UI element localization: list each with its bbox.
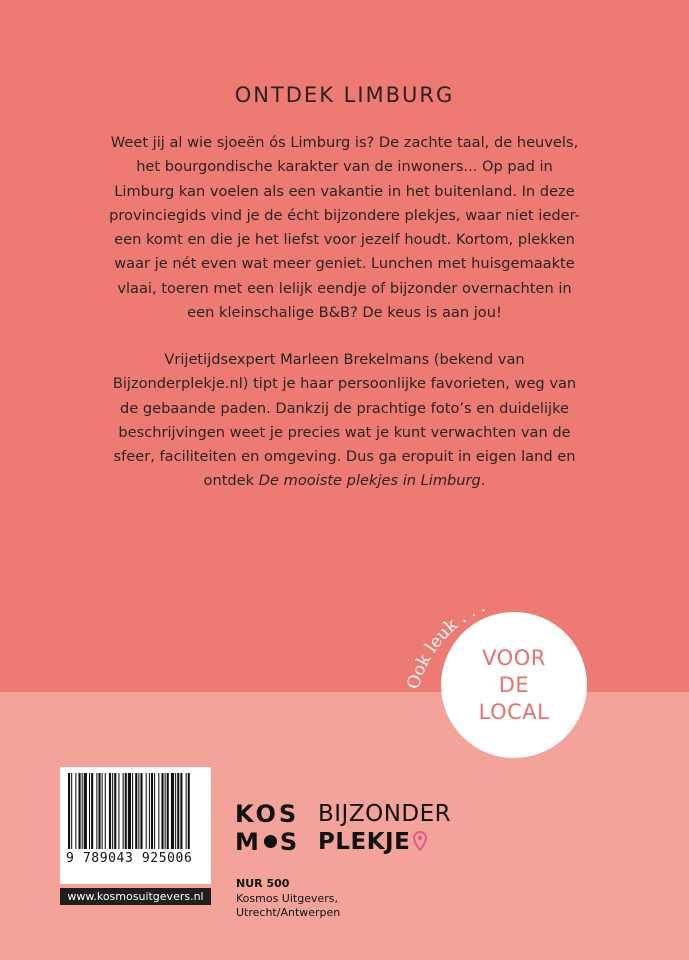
promo-circle-line: LOCAL bbox=[478, 699, 550, 724]
barcode-bar bbox=[84, 773, 87, 849]
barcode-bar bbox=[71, 773, 72, 849]
publisher-info bbox=[236, 877, 376, 921]
location-pin-icon bbox=[413, 831, 427, 851]
page-title: ONTDEK LIMBURG bbox=[234, 83, 455, 107]
barcode-bar bbox=[102, 773, 103, 849]
blurb-line: de gebaande paden. Dankzij de prachtige foto’s en duidelijke bbox=[119, 399, 570, 417]
barcode-bar bbox=[123, 773, 124, 849]
nur-code: NUR 500 bbox=[236, 877, 290, 890]
barcode-bar bbox=[114, 773, 116, 849]
barcode-bar bbox=[75, 773, 76, 849]
barcode-bar bbox=[188, 773, 190, 849]
bijzonder-logo-line2: PLEKJE bbox=[318, 829, 411, 855]
kosmos-logo-letter: M bbox=[235, 828, 262, 856]
promo-circle-line: VOOR bbox=[482, 645, 546, 670]
barcode-bar bbox=[79, 773, 81, 849]
blurb-line: sfeer, faciliteiten en omgeving. Dus ga eropuit in eigen land en bbox=[113, 448, 576, 466]
blurb-paragraph-1 bbox=[90, 131, 599, 325]
blurb-line: een kleinschalige B&B? De keus is aan jou! bbox=[187, 304, 502, 322]
barcode-bar bbox=[98, 773, 100, 849]
kosmos-logo bbox=[235, 800, 315, 860]
barcode-bar bbox=[167, 773, 169, 849]
barcode-bar bbox=[146, 773, 147, 849]
barcode-bar bbox=[112, 773, 113, 849]
barcode-bar bbox=[149, 773, 150, 849]
barcode-bar bbox=[68, 773, 70, 849]
barcode-bar bbox=[118, 773, 119, 849]
barcode-bar bbox=[154, 773, 155, 849]
blurb-line: het bourgondische karakter van de inwoners... Op pad in bbox=[136, 158, 553, 176]
barcode-bar bbox=[158, 773, 159, 849]
publisher-url: www.kosmosuitgevers.nl bbox=[60, 888, 211, 905]
blurb-paragraph-2 bbox=[90, 348, 599, 494]
promo-circle bbox=[441, 612, 587, 758]
kosmos-dot-icon bbox=[264, 835, 277, 848]
bijzonder-logo-line1: BIJZONDER bbox=[318, 801, 452, 827]
book-title-italic: De mooiste plekjes in Limburg bbox=[258, 472, 481, 490]
barcode-bar bbox=[82, 773, 83, 849]
blurb-line: provinciegids vind je de écht bijzondere plekjes, waar niet ieder- bbox=[109, 206, 580, 224]
barcode-bar bbox=[125, 773, 127, 849]
blurb-line: Bijzonderplekje.nl) tipt je haar persoonlijke favorieten, weg van bbox=[112, 375, 577, 393]
barcode-bar bbox=[161, 773, 163, 849]
barcode-bar bbox=[171, 773, 174, 849]
barcode-bar bbox=[186, 773, 187, 849]
blurb-line: waar je nét even wat meer geniet. Lunchen met huisgemaakte bbox=[114, 255, 575, 273]
barcode-bar bbox=[138, 773, 139, 849]
barcode-bar bbox=[128, 773, 131, 849]
blurb-line: Weet jij al wie sjoeën ós Limburg is? De zachte taal, de heuvels, bbox=[110, 134, 579, 151]
barcode-bar bbox=[165, 773, 166, 849]
blurb-line: vlaai, toeren met een lelijk eendje of bijzonder overnachten in bbox=[117, 279, 572, 297]
barcode-bar bbox=[177, 773, 179, 849]
blurb-text: . bbox=[480, 472, 486, 490]
bijzonder-plekje-logo bbox=[318, 800, 478, 860]
isbn-barcode bbox=[60, 767, 211, 884]
barcode-bar bbox=[151, 773, 153, 849]
barcode-bar bbox=[175, 773, 176, 849]
publisher-location: Utrecht/Antwerpen bbox=[236, 906, 341, 919]
barcode-bar bbox=[89, 773, 90, 849]
barcode-bars bbox=[66, 773, 205, 851]
barcode-bar bbox=[96, 773, 97, 849]
publisher-name: Kosmos Uitgevers, bbox=[236, 891, 338, 905]
barcode-bar bbox=[132, 773, 133, 849]
blurb-line-last bbox=[90, 469, 599, 493]
promo-circle-line: DE bbox=[498, 672, 530, 697]
ook-leuk-label: Ook leuk . . . bbox=[403, 596, 489, 692]
blurb-line: Limburg kan voelen als een vakantie in het buitenland. In deze bbox=[114, 182, 575, 200]
barcode-digits: 9 789043 925006 bbox=[66, 851, 193, 866]
barcode-bar bbox=[91, 773, 93, 849]
kosmos-logo-line1: KOS bbox=[235, 800, 300, 828]
barcode-bar bbox=[109, 773, 111, 849]
barcode-bar bbox=[140, 773, 142, 849]
kosmos-logo-line2 bbox=[235, 828, 315, 856]
barcode-bar bbox=[105, 773, 106, 849]
blurb-line: beschrijvingen weet je precies wat je kunt verwachten van de bbox=[118, 423, 571, 441]
blurb-line: een komt en die je het liefst voor jezelf houdt. Kortom, plekken bbox=[114, 231, 575, 249]
blurb-line: Vrijetijdsexpert Marleen Brekelmans (bekend van bbox=[164, 351, 525, 368]
blurb-text: ontdek bbox=[203, 472, 259, 490]
barcode-bar bbox=[135, 773, 137, 849]
kosmos-logo-letter: S bbox=[279, 828, 301, 856]
barcode-bar bbox=[180, 773, 182, 849]
